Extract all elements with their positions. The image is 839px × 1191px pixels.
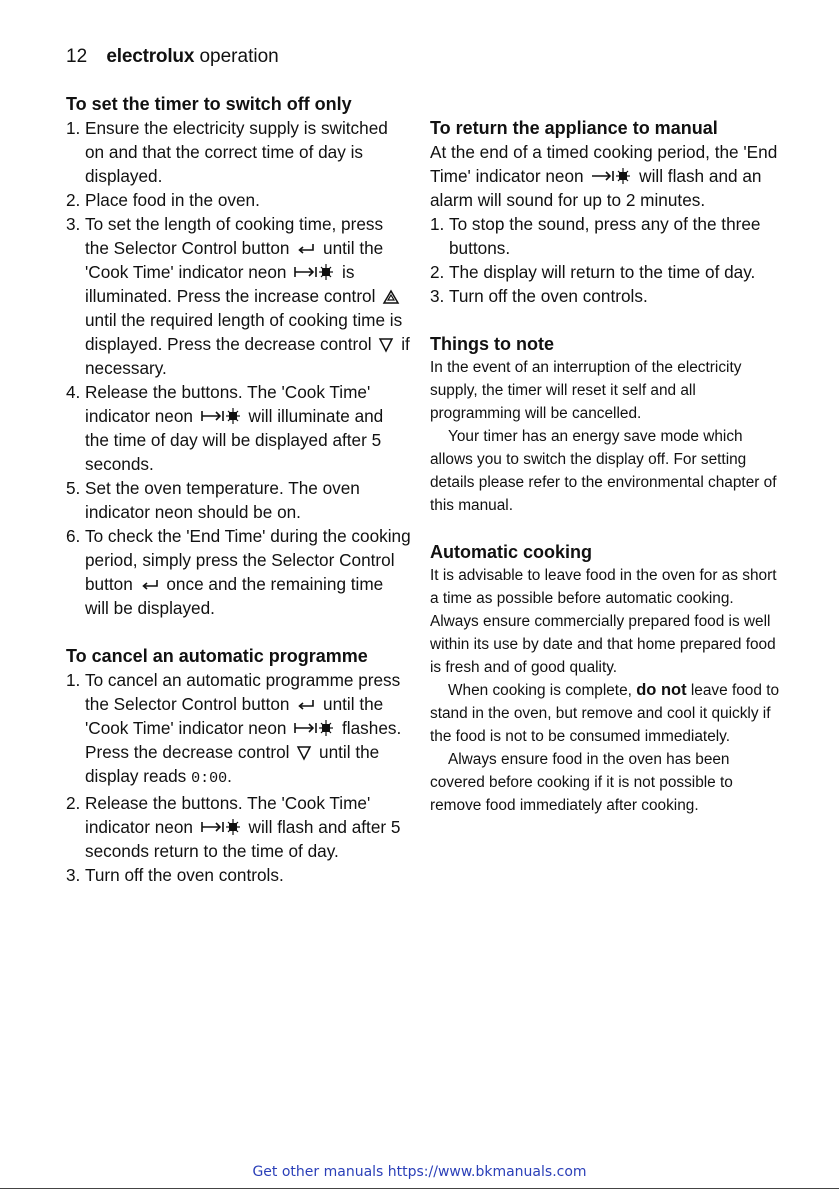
- decrease-control-icon: [378, 337, 394, 353]
- manual-intro: At the end of a timed cooking period, the 'End Time' indicator neon will flash and an alarm will sound for up to 2 minutes.: [430, 142, 778, 210]
- selector-button-icon: [296, 241, 316, 257]
- list-item: 2. Release the buttons. The 'Cook Time' indicator neon will flash and after 5 seconds return to the time of day.: [66, 793, 401, 861]
- section-name: operation: [199, 46, 279, 67]
- note-paragraph-1: In the event of an interruption of the electricity supply, the timer will reset it self and all programming will be cancelled.: [430, 359, 742, 422]
- list-item: 1. To stop the sound, press any of the three buttons.: [430, 214, 761, 258]
- page-number: 12: [66, 46, 88, 67]
- list-item: 1. Ensure the electricity supply is switched on and that the correct time of day is displayed.: [66, 118, 388, 186]
- cook-time-neon-icon: [293, 263, 335, 281]
- display-reading: 0:00: [191, 770, 228, 787]
- list-item: 1. To cancel an automatic programme press the Selector Control button until the 'Cook Time' indicator neon flashes. Press the decrease control until the display reads 0:00.: [66, 670, 402, 787]
- list-item: 2. The display will return to the time of day.: [430, 262, 756, 282]
- right-column: [430, 116, 780, 817]
- cancel-steps: [66, 668, 411, 887]
- manual-steps: [430, 212, 780, 308]
- list-item: 3. Turn off the oven controls.: [66, 865, 284, 885]
- cook-time-neon-icon: [293, 719, 335, 737]
- auto-paragraph-3: Always ensure food in the oven has been covered before cooking if it is not possible to remove food immediately after cooking.: [430, 751, 733, 814]
- manual-heading: To return the appliance to manual: [430, 118, 718, 138]
- timer-off-heading: To set the timer to switch off only: [66, 94, 352, 114]
- auto-paragraph-1: It is advisable to leave food in the oven for as short a time as possible before automatic cooking. Always ensure commercially prepared food is well within its use by date and that home prepared food is fresh and of good quality.: [430, 567, 777, 676]
- emphasis-text: do not: [636, 681, 687, 699]
- decrease-control-icon: [296, 745, 312, 761]
- selector-button-icon: [140, 577, 160, 593]
- manuals-link[interactable]: Get other manuals https://www.bkmanuals.com: [252, 1164, 587, 1180]
- list-item: 4. Release the buttons. The 'Cook Time' indicator neon will illuminate and the time of day will be displayed after 5 seconds.: [66, 382, 384, 474]
- list-item: 3. To set the length of cooking time, press the Selector Control button until the 'Cook Time' indicator neon is illuminated. Press the increase control until the required length of cooking time is displayed. Press the decrease control if necessary.: [66, 214, 410, 378]
- list-item: 3. Turn off the oven controls.: [430, 286, 648, 306]
- increase-control-icon: [382, 289, 400, 305]
- cancel-heading: To cancel an automatic programme: [66, 646, 368, 666]
- end-time-neon-icon: [200, 407, 242, 425]
- page-header: [66, 46, 279, 68]
- selector-button-icon: [296, 697, 316, 713]
- list-item: 6. To check the 'End Time' during the cooking period, simply press the Selector Control button once and the remaining time will be displayed.: [66, 526, 411, 618]
- auto-heading: Automatic cooking: [430, 542, 593, 562]
- note-heading: Things to note: [430, 334, 554, 354]
- bottom-divider: [0, 1188, 839, 1189]
- cook-time-neon-icon: [200, 818, 242, 836]
- auto-paragraph-2: When cooking is complete, do not leave food to stand in the oven, but remove and cool it quickly if the food is not to be consumed immediately.: [430, 681, 780, 745]
- timer-off-steps: [66, 116, 411, 620]
- brand-name: electrolux: [106, 46, 195, 67]
- end-time-neon-icon: [590, 167, 632, 185]
- left-column: [66, 92, 411, 887]
- note-paragraph-2: Your timer has an energy save mode which allows you to switch the display off. For setting details please refer to the environmental chapter of this manual.: [430, 428, 777, 514]
- list-item: 2. Place food in the oven.: [66, 190, 260, 210]
- list-item: 5. Set the oven temperature. The oven indicator neon should be on.: [66, 478, 360, 522]
